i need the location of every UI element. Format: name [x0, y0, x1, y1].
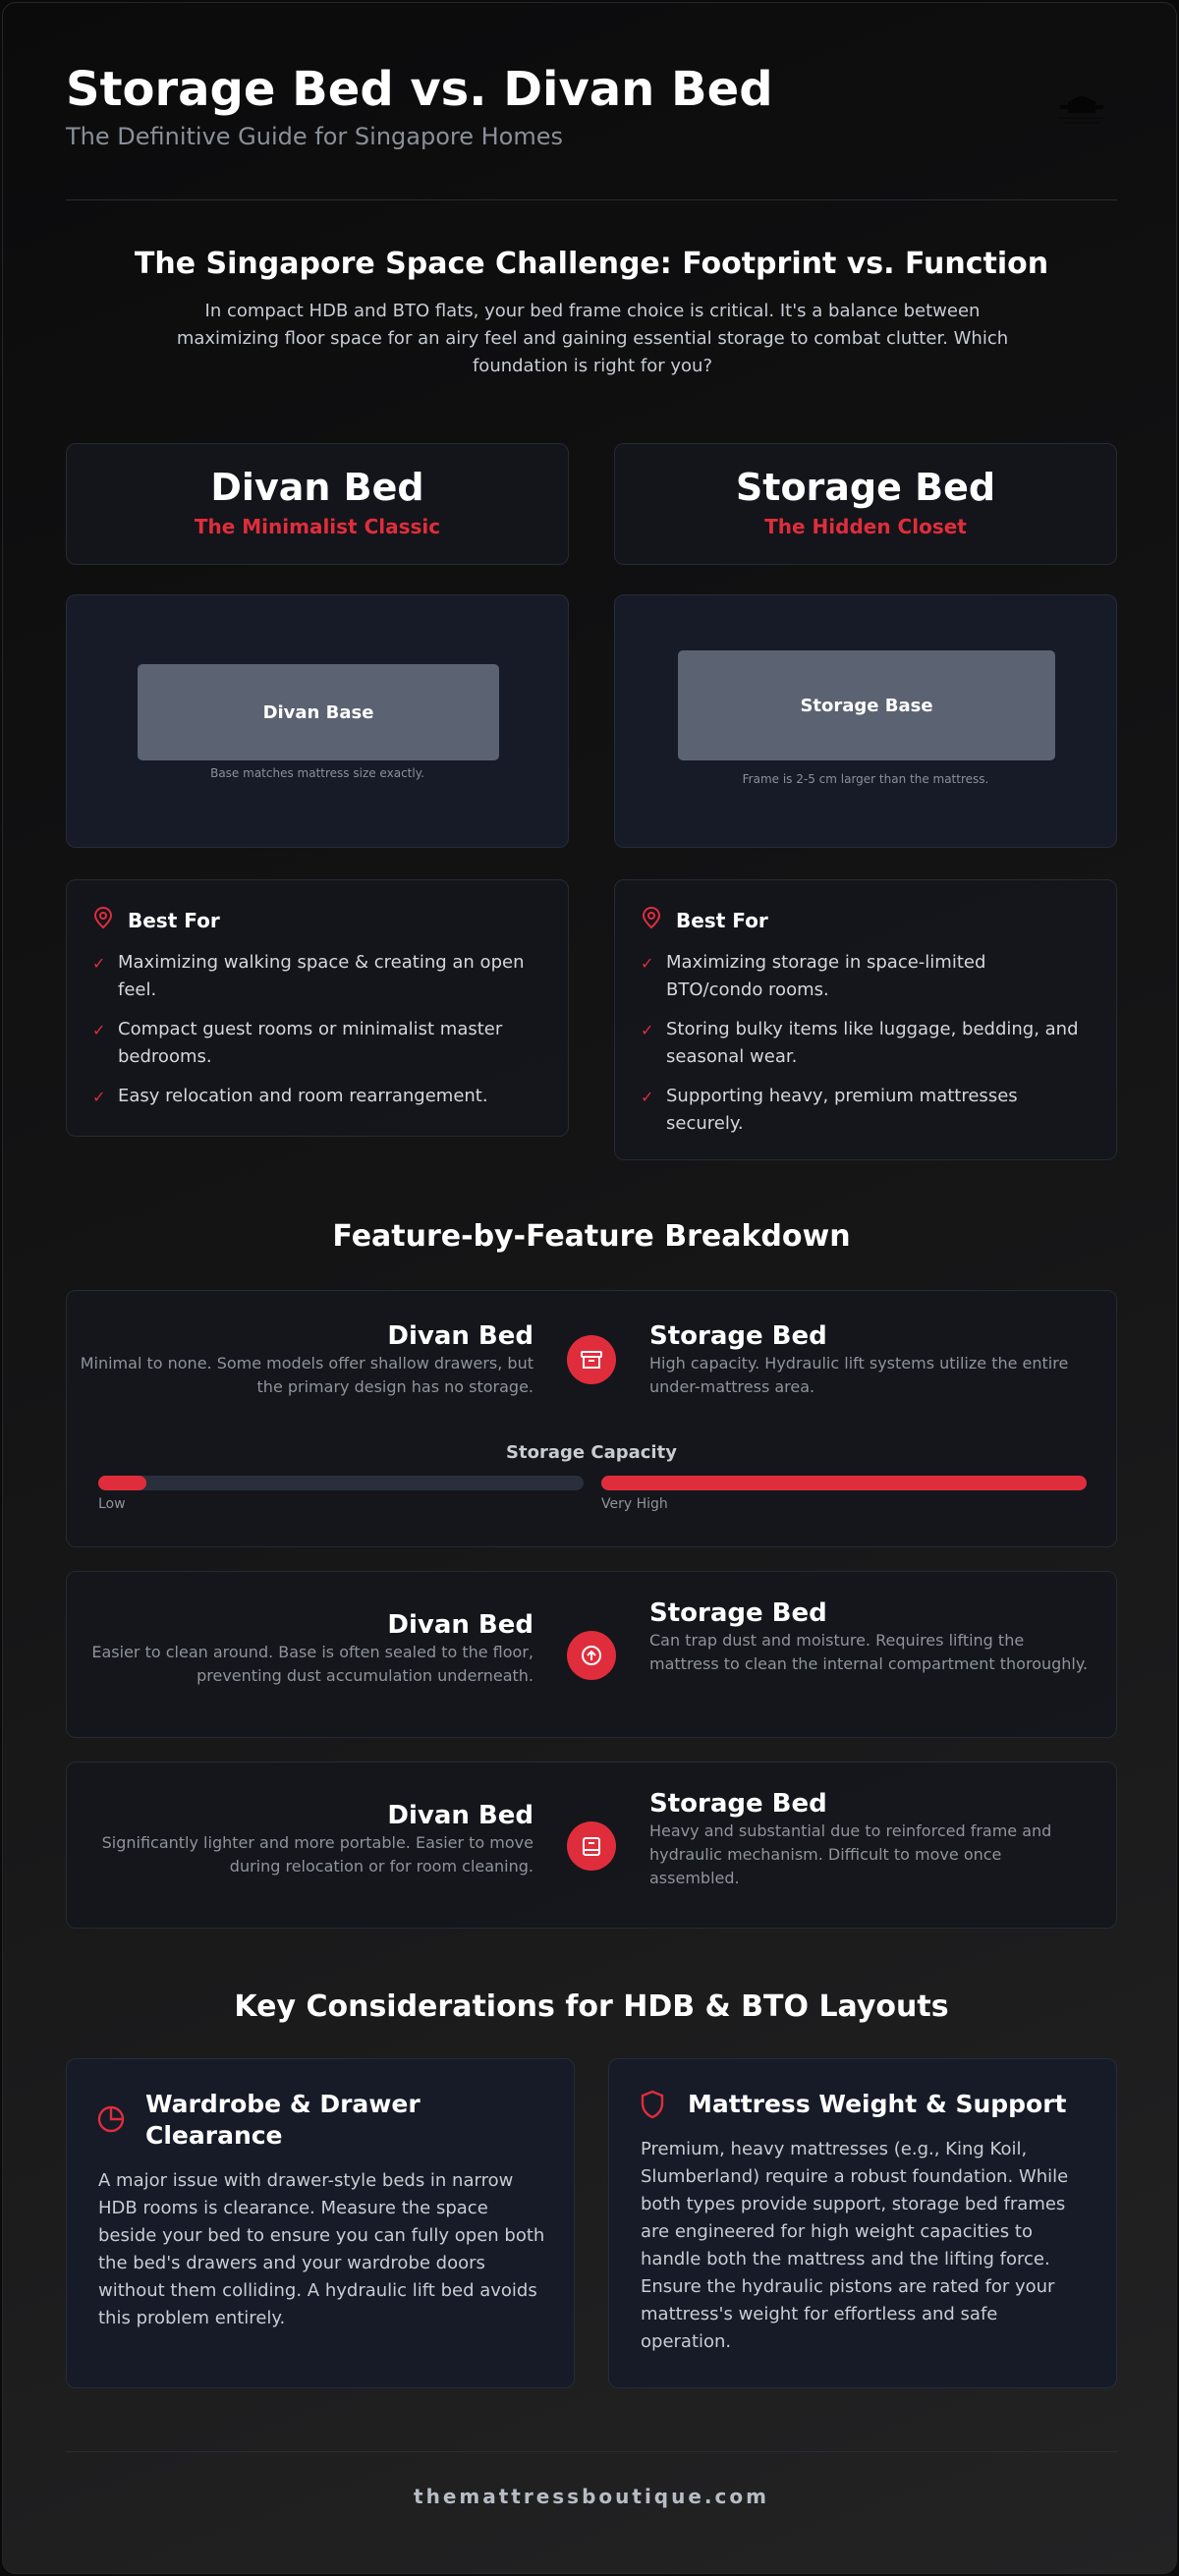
feature-card-storage [66, 1290, 1117, 1547]
storage-base-shape: Storage Base [678, 650, 1055, 760]
list-item: ✓ Supporting heavy, premium mattresses securely. [641, 1083, 1087, 1138]
feature-left [72, 1320, 533, 1399]
location-pin-icon [641, 906, 662, 934]
best-for-title: Best For [128, 908, 220, 932]
bed-logo-icon [1050, 84, 1113, 133]
feature-left-desc: Significantly lighter and more portable. Easier to move during relocation or for room cleaning. [101, 1833, 533, 1876]
feature-right-name: Storage Bed [649, 1598, 827, 1628]
considerations-heading: Key Considerations for HDB & BTO Layouts [234, 1989, 949, 2024]
feature-right-name: Storage Bed [649, 1321, 827, 1351]
consideration-text: A major issue with drawer-style beds in narrow HDB rooms is clearance. Measure the space beside your bed to ensure you can fully open both the bed's drawers and your wardrobe doors without them colliding. A hydraulic lift bed avoids this problem entirely. [98, 2170, 545, 2328]
pie-chart-icon [96, 2104, 126, 2138]
feature-left-name: Divan Bed [387, 1610, 533, 1640]
left-capacity-label: Low [98, 1496, 126, 1512]
divider [66, 199, 1117, 200]
check-icon: ✓ [92, 954, 106, 973]
intro-heading: The Singapore Space Challenge: Footprint vs. Function [134, 247, 1049, 281]
consideration-title: Wardrobe & Drawer Clearance [145, 2090, 421, 2150]
divan-tagline: The Minimalist Classic [194, 515, 441, 538]
check-icon: ✓ [92, 1088, 106, 1106]
list-item: ✓ Maximizing storage in space-limited BTO/condo rooms. [641, 949, 1087, 1004]
feature-right-desc: Can trap dust and moisture. Requires lifting the mattress to clean the internal compartment thoroughly. [649, 1631, 1089, 1673]
divan-header-card [66, 443, 569, 565]
page-title: Storage Bed vs. Divan Bed [66, 62, 773, 117]
storage-best-for-card [614, 879, 1117, 1160]
feature-left-desc: Minimal to none. Some models offer shallow drawers, but the primary design has no storage. [80, 1354, 533, 1396]
feature-card-weight [66, 1762, 1117, 1929]
best-for-title: Best For [676, 908, 768, 932]
storage-header-card [614, 443, 1117, 565]
footer-site[interactable]: themattressboutique.com [414, 2485, 769, 2508]
storage-base-caption: Frame is 2-5 cm larger than the mattress. [742, 772, 989, 786]
left-capacity-fill [98, 1476, 146, 1490]
list-item: ✓ Maximizing walking space & creating an open feel. [92, 949, 538, 1004]
consideration-title: Mattress Weight & Support [688, 2090, 1067, 2118]
divan-diagram-card [66, 594, 569, 848]
feature-left [72, 1609, 533, 1688]
left-capacity-bar [98, 1476, 584, 1490]
divider [66, 2451, 1117, 2452]
feature-left-desc: Easier to clean around. Base is often sealed to the floor, preventing dust accumulation underneath. [91, 1643, 533, 1685]
list-item: ✓ Compact guest rooms or minimalist master bedrooms. [92, 1016, 538, 1071]
feature-left [72, 1800, 533, 1878]
header [66, 60, 1117, 148]
intro-text: In compact HDB and BTO flats, your bed frame choice is critical. It's a balance between maximizing floor space for an airy feel and gaining essential storage to combat clutter. Which foundation is right for you? [176, 301, 1009, 376]
feature-card-cleaning [66, 1571, 1117, 1738]
right-capacity-label: Very High [601, 1496, 668, 1512]
check-icon: ✓ [641, 1088, 654, 1106]
feature-right-desc: Heavy and substantial due to reinforced frame and hydraulic mechanism. Difficult to move once assembled. [649, 1821, 1052, 1887]
shield-icon [639, 2089, 666, 2124]
feature-right-name: Storage Bed [649, 1789, 827, 1819]
storage-tagline: The Hidden Closet [764, 515, 967, 538]
right-capacity-bar [601, 1476, 1087, 1490]
check-icon: ✓ [641, 1021, 654, 1039]
storage-best-for-list [641, 949, 1087, 1149]
list-item: ✓ Easy relocation and room rearrangement. [92, 1083, 538, 1111]
consideration-card-clearance [66, 2058, 575, 2388]
feature-right [649, 1788, 1092, 1890]
consideration-text: Premium, heavy mattresses (e.g., King Koil, Slumberland) require a robust foundation. While both types provide support, storage bed frames are engineered for high weight capacities to handle both the mattress and the lifting force. Ensure the hydraulic pistons are rated for your mattress's weight for effortless and safe operation. [641, 2139, 1069, 2352]
page-subtitle: The Definitive Guide for Singapore Homes [66, 123, 564, 150]
arrow-up-circle-icon [567, 1631, 616, 1680]
feature-left-name: Divan Bed [387, 1801, 533, 1830]
location-pin-icon [92, 906, 114, 934]
feature-right [649, 1320, 1092, 1399]
divan-best-for-card [66, 879, 569, 1137]
divan-name: Divan Bed [210, 466, 424, 509]
storage-name: Storage Bed [735, 466, 996, 509]
divan-base-caption: Base matches mattress size exactly. [210, 766, 424, 780]
feature-left-name: Divan Bed [387, 1321, 533, 1351]
feature-right-desc: High capacity. Hydraulic lift systems utilize the entire under-mattress area. [649, 1354, 1069, 1396]
divan-base-shape: Divan Base [138, 664, 499, 760]
consideration-card-weight [608, 2058, 1117, 2388]
weight-icon [567, 1821, 616, 1871]
archive-box-icon [567, 1335, 616, 1384]
storage-diagram-card [614, 594, 1117, 848]
infographic-page [2, 2, 1177, 2574]
breakdown-heading: Feature-by-Feature Breakdown [332, 1219, 851, 1254]
list-item: ✓ Storing bulky items like luggage, bedding, and seasonal wear. [641, 1016, 1087, 1071]
divan-best-for-list [92, 949, 538, 1123]
metric-label: Storage Capacity [506, 1442, 677, 1463]
divan-best-for-heading [92, 906, 220, 934]
feature-right [649, 1597, 1092, 1676]
check-icon: ✓ [641, 954, 654, 973]
storage-best-for-heading [641, 906, 768, 934]
right-capacity-fill [601, 1476, 1087, 1490]
check-icon: ✓ [92, 1021, 106, 1039]
